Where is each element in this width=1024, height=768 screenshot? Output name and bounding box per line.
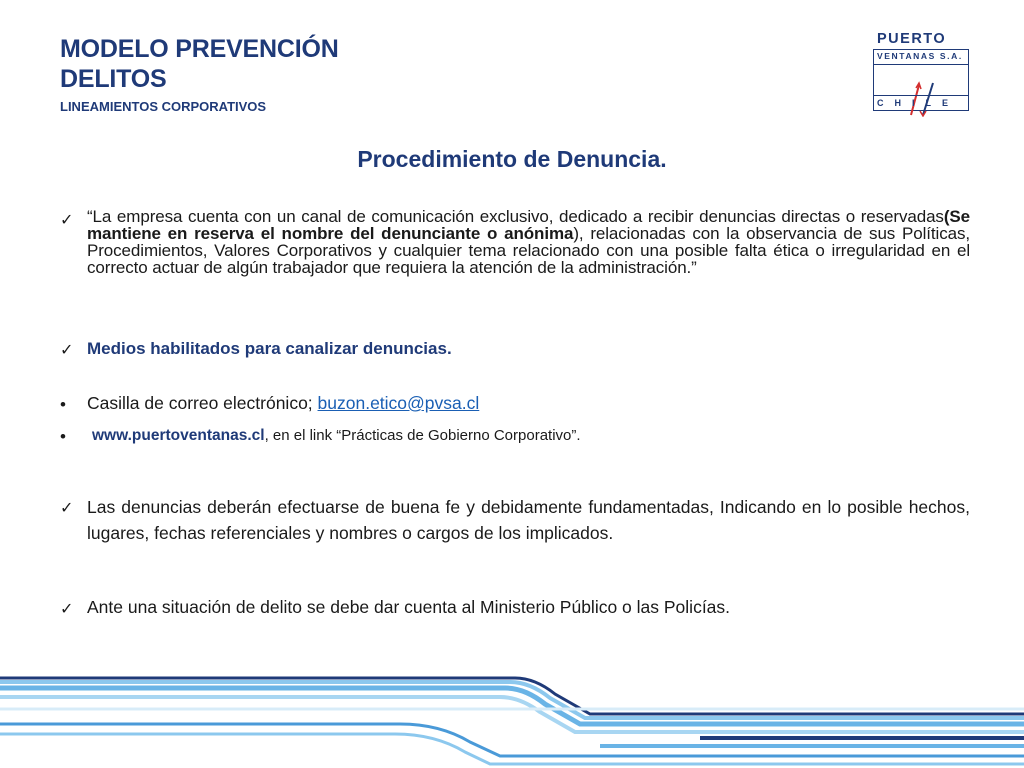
paragraph-text: Las denuncias deberán efectuarse de buena fe y debidamente fundamentadas, Indicando en lo posible hechos, lugares, fechas referenciales y nombres o cargos de los implicados.: [87, 497, 970, 543]
website-link[interactable]: www.puertoventanas.cl: [92, 427, 265, 444]
paragraph-text: Ante una situación de delito se debe dar cuenta al Ministerio Público o las Policías.: [87, 597, 731, 617]
list-item: [60, 494, 970, 546]
list-item: [60, 208, 970, 276]
website-description: , en el link “Prácticas de Gobierno Corporativo”.: [264, 427, 581, 444]
checkmark-icon: ✓: [60, 342, 74, 359]
logo-text-middle: VENTANAS S.A.: [873, 49, 969, 65]
list-item: [60, 395, 970, 412]
bullet-icon: •: [60, 427, 66, 446]
checkmark-icon: ✓: [60, 601, 74, 618]
company-logo: [873, 31, 973, 117]
list-item: [60, 599, 970, 616]
email-line: [87, 395, 970, 412]
website-line: [92, 427, 970, 444]
logo-text-top: PUERTO: [877, 31, 947, 47]
logo-text-bottom: CHILE: [873, 95, 969, 111]
email-label: Casilla de correo electrónico;: [87, 393, 318, 413]
list-item: [60, 340, 970, 357]
paragraph-text-part: “La empresa cuenta con un canal de comunicación exclusivo, dedicado a recibir denuncias directas o reservadas: [87, 207, 944, 226]
paragraph-bold-text: (Se mantiene en reserva el nombre del denunciante o anónima: [87, 207, 970, 243]
list-item: [60, 427, 970, 444]
page-title-line-1: MODELO PREVENCIÓN: [60, 35, 339, 63]
slide-heading: Procedimiento de Denuncia.: [357, 146, 667, 172]
checkmark-icon: ✓: [60, 500, 74, 517]
decorative-stripes: [0, 664, 1024, 768]
page-title-line-2: DELITOS: [60, 65, 167, 93]
paragraph-text-part: ), relacionadas con la observancia de sus Políticas, Procedimientos, Valores Corporativos y cualquier tema relacionado con una posible falta ética o irregularidad en el correcto actuar de algún trabajador que requiera la atención de la administración.”: [87, 224, 970, 277]
page-subtitle: LINEAMIENTOS CORPORATIVOS: [60, 99, 267, 114]
email-link[interactable]: buzon.etico@pvsa.cl: [317, 393, 480, 413]
bullet-icon: •: [60, 395, 66, 414]
paragraph-text: [87, 208, 970, 276]
page-title: [60, 34, 339, 94]
checkmark-icon: ✓: [60, 212, 74, 229]
section-label: Medios habilitados para canalizar denuncias.: [87, 339, 452, 358]
